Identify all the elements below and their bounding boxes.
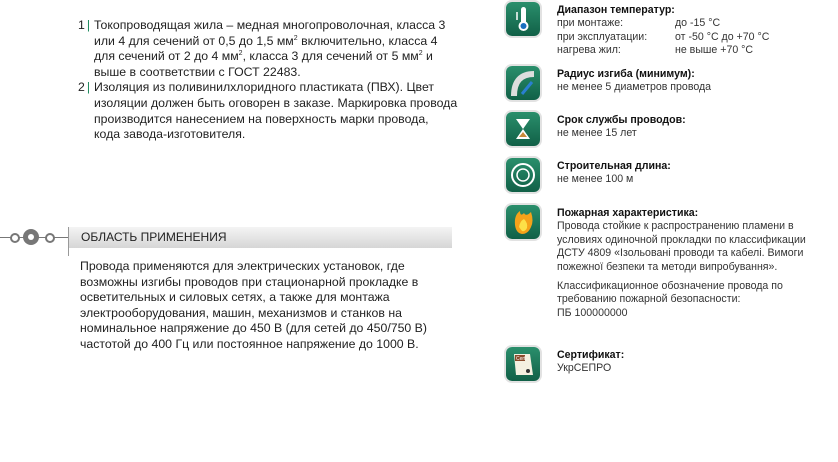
text-part: включительно, класса 4 для сечений от 2 до 4 мм <box>94 33 438 64</box>
section-header: ОБЛАСТЬ ПРИМЕНЕНИЯ <box>68 227 452 248</box>
spec-value: не менее 100 м <box>557 173 634 186</box>
construction-list <box>78 18 458 143</box>
spec-title: Пожарная характеристика: <box>557 207 699 219</box>
fire-class-code: ПБ 100000000 <box>557 306 628 319</box>
superscript: 2 <box>238 50 243 58</box>
spec-title: Срок службы проводов: <box>557 114 686 126</box>
spec-title: Сертификат: <box>557 349 625 361</box>
item-text <box>94 18 458 80</box>
list-item: 1 | Токопроводящая жила – медная многопроволочная, класса 3 или 4 для сечений от 0,5 до 1,5 $мм^2$ включительно, класса 4 для сечений от 2 до 4 $мм^2$, класса 3 для сечений от 5 $мм^2$ и выше в соответствии с ГОСТ 22483. <box>78 18 458 80</box>
spec-title: Диапазон температур: <box>557 4 675 16</box>
row-value: не выше +70 °С <box>675 44 754 57</box>
row-value: от -50 °С до +70 °С <box>675 30 770 43</box>
certificate-icon <box>506 347 540 381</box>
svg-text:Cert: Cert <box>516 356 526 362</box>
spec-note: Классификационное обозначение провода по требованию пожарной безопасности: <box>557 280 783 306</box>
item-number: 2 <box>78 80 85 95</box>
text-part: , класса 3 для сечений от 5 мм <box>242 49 419 64</box>
superscript: 2 <box>418 50 423 58</box>
spec-row <box>557 31 827 44</box>
spec-value: не менее 15 лет <box>557 127 637 140</box>
divider <box>68 248 69 256</box>
spec-value: не менее 5 диаметров провода <box>557 81 712 94</box>
item-number: 1 <box>78 18 85 32</box>
text-part: Токопроводящая жила – медная многопроволочная, класса 3 или 4 для сечений от 0,5 до 1,5 мм <box>94 18 446 48</box>
spec-value: Провода стойкие к распространению пламени в условиях одиночной прокладки по классификации ДСТУ 4809 «Ізольовані проводи та кабелі. Вимоги пожежної безпеки та методи випробування». <box>557 220 806 273</box>
spec-title: Строительная длина: <box>557 160 671 172</box>
superscript: 2 <box>293 34 298 42</box>
cable-reel-icon <box>506 158 540 192</box>
spec-row <box>557 17 827 30</box>
section-text: Провода применяются для электрических установок, где возможны изгибы проводов при стационарной прокладке в осветительных и силовых сетях, а также для монтажа электрооборудования, машин, механизмов и станков на номинальное напряжение до 450 В (для сетей до 450/750 В) частотой до 400 Гц или постоянное напряжение до 1000 В. <box>80 259 427 351</box>
row-label: при монтаже: <box>557 17 624 30</box>
row-value: до -15 °С <box>675 17 721 30</box>
spec-title: Радиус изгиба (минимум): <box>557 68 695 80</box>
row-label: нагрева жил: <box>557 44 621 57</box>
text-part: и выше в соответствии с ГОСТ 22483. <box>94 49 433 79</box>
thermometer-icon <box>506 2 540 36</box>
bend-radius-icon <box>506 66 540 100</box>
item-text: Изоляция из поливинилхлоридного пластиката (ПВХ). Цвет изоляции должен быть оговорен в заказе. Маркировка провода производится нанесением на поверхность марки провода, кода завода-изготовителя. <box>94 80 458 142</box>
flame-icon <box>506 205 540 239</box>
spec-value: УкрСЕПРО <box>557 362 612 375</box>
hourglass-icon <box>506 112 540 146</box>
row-label: при эксплуатации: <box>557 30 648 43</box>
list-item: 2 | Изоляция из поливинилхлоридного пластиката (ПВХ). Цвет изоляции должен быть оговорен в заказе. Маркировка провода производится нанесением на поверхность марки провода, кода завода-изготовителя. <box>78 80 458 142</box>
spec-row <box>557 44 827 57</box>
